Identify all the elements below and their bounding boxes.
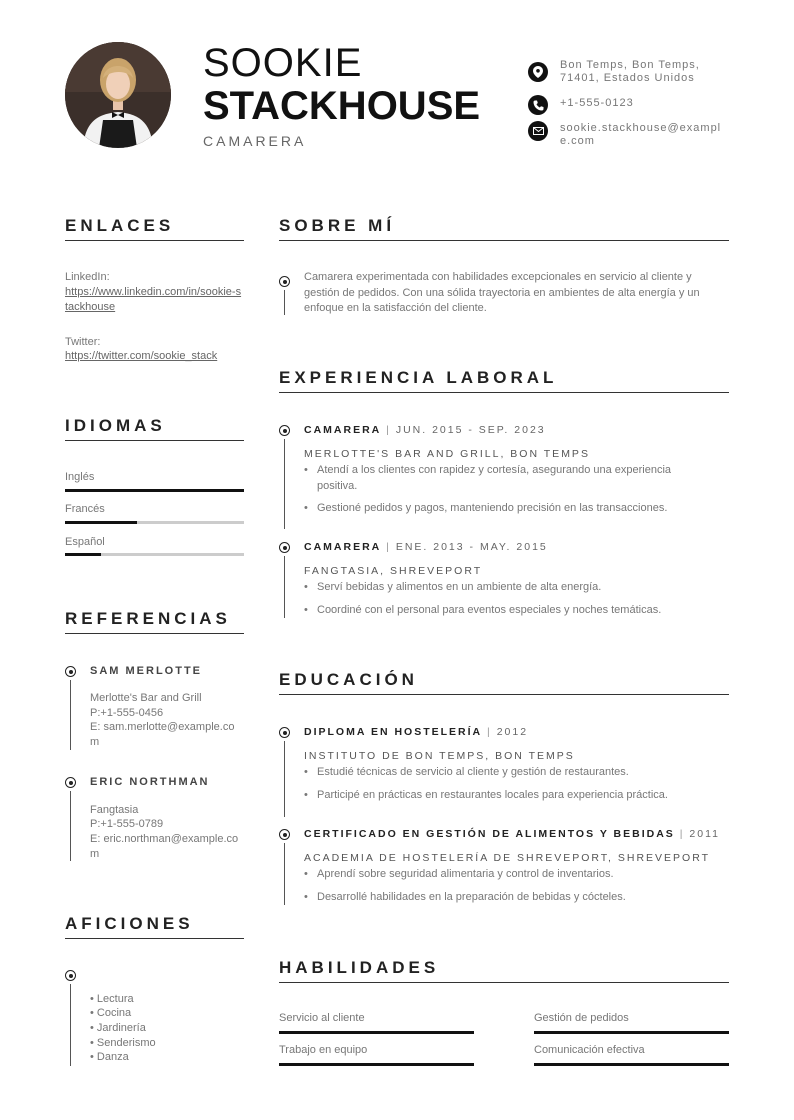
education-rule <box>279 694 729 695</box>
skill-bar <box>279 1063 474 1066</box>
links-heading: ENLACES <box>65 216 175 235</box>
references-heading: REFERENCIAS <box>65 609 231 628</box>
language-level-track <box>65 553 244 556</box>
hobby-item: • Lectura <box>90 993 134 1005</box>
language-name: Francés <box>65 503 105 515</box>
experience-employer: MERLOTTE'S BAR AND GRILL, BON TEMPS <box>304 448 590 460</box>
hobby-item: • Senderismo <box>90 1037 156 1049</box>
bullet-text: Estudié técnicas de servicio al cliente y gestión de restaurantes. <box>317 766 629 778</box>
location-pin-icon <box>528 62 548 82</box>
hobby-label: Lectura <box>96 993 134 1005</box>
timeline-dot <box>279 542 290 553</box>
skill-bar <box>534 1031 729 1034</box>
address-text: Bon Temps, Bon Temps, 71401, Estados Unidos <box>560 59 700 84</box>
bullet-item: • Gestioné pedidos y pagos, manteniendo precisión en las transacciones. <box>304 501 714 517</box>
languages-heading: IDIOMAS <box>65 416 166 435</box>
experience-dates: ENE. 2013 - MAY. 2015 <box>395 541 548 553</box>
timeline-dot <box>279 276 290 287</box>
reference-email: E: sam.merlotte@example.com <box>90 721 235 748</box>
timeline-dot <box>65 777 76 788</box>
job-title: CAMARERA <box>203 133 307 149</box>
education-header: CERTIFICADO EN GESTIÓN DE ALIMENTOS Y BEBIDAS | 2011 <box>304 828 720 840</box>
timeline-dot <box>65 666 76 677</box>
education-header: DIPLOMA EN HOSTELERÍA | 2012 <box>304 726 529 738</box>
reference-company: Merlotte's Bar and Grill <box>90 692 202 704</box>
timeline-line <box>284 741 285 817</box>
bullet-item: • Estudié técnicas de servicio al cliente y gestión de restaurantes. <box>304 765 714 781</box>
about-heading: SOBRE MÍ <box>279 216 396 235</box>
education-school: ACADEMIA DE HOSTELERÍA DE SHREVEPORT, SHREVEPORT <box>304 852 711 864</box>
experience-dates: JUN. 2015 - SEP. 2023 <box>395 424 546 436</box>
timeline-dot <box>279 425 290 436</box>
reference-company: Fangtasia <box>90 804 139 816</box>
experience-role: CAMARERA <box>304 541 382 553</box>
hobby-label: Danza <box>96 1051 129 1063</box>
reference-email: E: eric.northman@example.com <box>90 833 239 860</box>
education-heading: EDUCACIÓN <box>279 670 418 689</box>
education-degree: CERTIFICADO EN GESTIÓN DE ALIMENTOS Y BEBIDAS <box>304 828 675 840</box>
skill-bar <box>279 1031 474 1034</box>
bullet-item: • Atendí a los clientes con rapidez y cortesía, asegurando una experiencia positiva. <box>304 463 714 494</box>
language-level-track <box>65 489 244 492</box>
about-text: Camarera experimentada con habilidades excepcionales en servicio al cliente y gestión de pedidos. Con una sólida trayectoria en ambientes de alta energía y un enfoque en la satisfacción del cliente. <box>304 271 700 314</box>
experience-role: CAMARERA <box>304 424 382 436</box>
timeline-line <box>284 556 285 618</box>
skill-label: Trabajo en equipo <box>279 1044 368 1056</box>
bullet-text: Desarrollé habilidades en la preparación de bebidas y cócteles. <box>317 891 626 903</box>
profile-photo <box>65 42 171 148</box>
language-level-fill <box>65 553 101 556</box>
language-level-track <box>65 521 244 524</box>
experience-header: CAMARERA | ENE. 2013 - MAY. 2015 <box>304 541 548 553</box>
bullet-item: • Coordiné con el personal para eventos especiales y noches temáticas. <box>304 603 714 619</box>
hobby-item: • Danza <box>90 1051 129 1063</box>
reference-phone: P:+1-555-0789 <box>90 818 164 830</box>
hobbies-heading: AFICIONES <box>65 914 194 933</box>
timeline-line <box>284 843 285 905</box>
timeline-line <box>70 680 71 750</box>
linkedin-label: LinkedIn: <box>65 271 110 283</box>
timeline-dot <box>279 727 290 738</box>
last-name: STACKHOUSE <box>203 84 481 128</box>
skill-label: Servicio al cliente <box>279 1012 365 1024</box>
reference-name: ERIC NORTHMAN <box>90 776 210 788</box>
twitter-label: Twitter: <box>65 336 101 348</box>
bullet-item: • Participé en prácticas en restaurantes locales para experiencia práctica. <box>304 788 714 804</box>
bullet-text: Coordiné con el personal para eventos especiales y noches temáticas. <box>317 604 662 616</box>
timeline-dot <box>65 970 76 981</box>
hobby-label: Cocina <box>96 1007 132 1019</box>
phone-icon <box>528 95 548 115</box>
email-text[interactable]: sookie.stackhouse@example.com <box>560 122 722 147</box>
languages-rule <box>65 440 244 441</box>
experience-employer: FANGTASIA, SHREVEPORT <box>304 565 483 577</box>
timeline-dot <box>279 829 290 840</box>
language-name: Inglés <box>65 471 95 483</box>
timeline-line <box>70 791 71 861</box>
language-name: Español <box>65 536 105 548</box>
education-degree: DIPLOMA EN HOSTELERÍA <box>304 726 483 738</box>
reference-name: SAM MERLOTTE <box>90 665 202 677</box>
education-year: 2012 <box>496 726 529 738</box>
bullet-text: Participé en prácticas en restaurantes locales para experiencia práctica. <box>317 789 668 801</box>
hobbies-rule <box>65 938 244 939</box>
links-rule <box>65 240 244 241</box>
hobby-label: Senderismo <box>96 1037 156 1049</box>
language-level-fill <box>65 489 244 492</box>
bullet-text: Serví bebidas y alimentos en un ambiente de alta energía. <box>317 581 602 593</box>
timeline-line <box>70 984 71 1066</box>
references-rule <box>65 633 244 634</box>
education-year: 2011 <box>689 828 720 840</box>
bullet-item: • Serví bebidas y alimentos en un ambiente de alta energía. <box>304 580 714 596</box>
bullet-text: Aprendí sobre seguridad alimentaria y control de inventarios. <box>317 868 614 880</box>
bullet-item: • Desarrollé habilidades en la preparación de bebidas y cócteles. <box>304 890 714 906</box>
experience-rule <box>279 392 729 393</box>
experience-header: CAMARERA | JUN. 2015 - SEP. 2023 <box>304 424 546 436</box>
first-name: SOOKIE <box>203 41 363 85</box>
skill-label: Gestión de pedidos <box>534 1012 629 1024</box>
phone-text: +1-555-0123 <box>560 97 634 109</box>
bullet-text: Gestioné pedidos y pagos, manteniendo precisión en las transacciones. <box>317 502 668 514</box>
skill-bar <box>534 1063 729 1066</box>
language-level-fill <box>65 521 137 524</box>
about-rule <box>279 240 729 241</box>
reference-phone: P:+1-555-0456 <box>90 707 164 719</box>
education-school: INSTITUTO DE BON TEMPS, BON TEMPS <box>304 750 575 762</box>
twitter-link[interactable]: https://twitter.com/sookie_stack <box>65 350 218 362</box>
bullet-item: • Aprendí sobre seguridad alimentaria y control de inventarios. <box>304 867 714 883</box>
bullet-text: Atendí a los clientes con rapidez y cortesía, asegurando una experiencia positiva. <box>317 464 672 492</box>
skills-rule <box>279 982 729 983</box>
hobby-item: • Cocina <box>90 1007 132 1019</box>
hobby-item: • Jardinería <box>90 1022 146 1034</box>
skills-heading: HABILIDADES <box>279 958 440 977</box>
skill-label: Comunicación efectiva <box>534 1044 645 1056</box>
hobby-label: Jardinería <box>96 1022 146 1034</box>
linkedin-link[interactable]: https://www.linkedin.com/in/sookie-stackhouse <box>65 286 242 313</box>
email-icon <box>528 121 548 141</box>
experience-heading: EXPERIENCIA LABORAL <box>279 368 558 387</box>
timeline-line <box>284 439 285 529</box>
timeline-line <box>284 290 285 315</box>
